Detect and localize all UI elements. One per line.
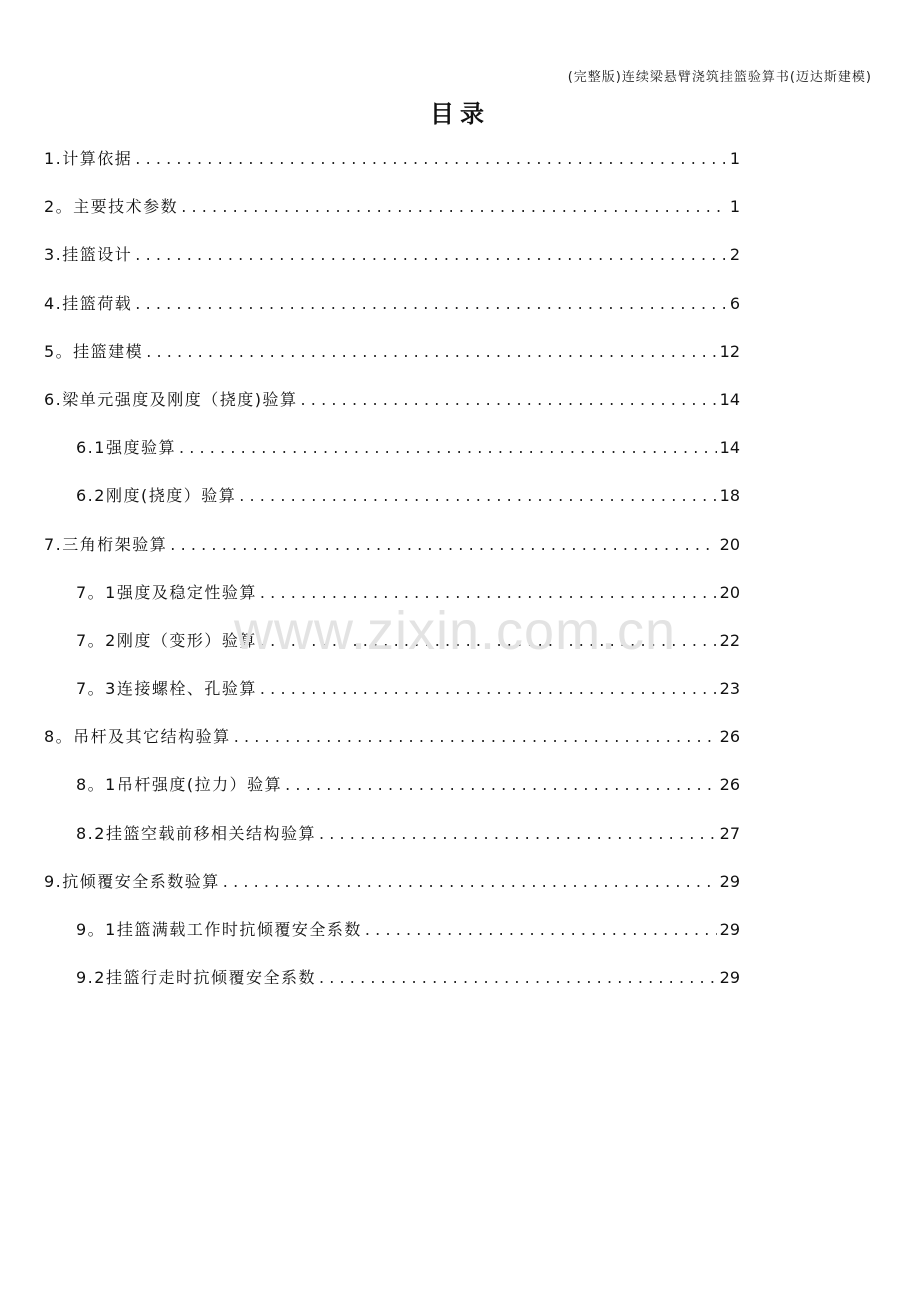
toc-entry[interactable]	[44, 138, 740, 186]
toc-leader-dots	[179, 427, 717, 469]
toc-subentry[interactable]	[44, 909, 740, 957]
toc-entry[interactable]	[44, 716, 740, 764]
toc-entry-page: 29	[719, 920, 740, 939]
toc-entry[interactable]	[44, 524, 740, 572]
toc-entry[interactable]	[44, 283, 740, 331]
toc-leader-dots	[260, 620, 717, 662]
toc-subentry[interactable]	[44, 668, 740, 716]
toc-leader-dots	[319, 957, 717, 999]
toc-entry-label: 9。1挂篮满载工作时抗倾覆安全系数	[76, 920, 362, 939]
toc-subentry[interactable]	[44, 427, 740, 475]
toc-entry-page: 14	[719, 389, 740, 409]
toc-entry-page: 1	[729, 197, 740, 217]
toc-entry-label: 7。1强度及稳定性验算	[76, 582, 257, 602]
toc-leader-dots	[135, 138, 727, 180]
toc-entry-label: 9.抗倾覆安全系数验算	[44, 871, 220, 891]
toc-subentry[interactable]	[44, 764, 740, 812]
toc-subentry[interactable]	[44, 957, 740, 1005]
toc-entry-page: 27	[719, 823, 740, 843]
toc-entry-label: 2。主要技术参数	[44, 197, 179, 217]
toc-entry-page: 29	[719, 968, 740, 988]
toc-entry[interactable]	[44, 861, 740, 909]
watermark-text: www.zixin.com.cn	[234, 601, 677, 661]
toc-entry-label: 6.1强度验算	[76, 438, 176, 458]
toc-entry[interactable]	[44, 186, 740, 234]
toc-entry-page: 23	[719, 679, 740, 699]
table-of-contents	[44, 138, 740, 1005]
toc-entry-page: 26	[719, 727, 740, 747]
toc-leader-dots	[365, 909, 717, 951]
toc-entry-label: 8。吊杆及其它结构验算	[44, 727, 231, 747]
toc-entry[interactable]	[44, 379, 740, 427]
toc-entry-label: 5。挂篮建模	[44, 341, 144, 361]
toc-subentry[interactable]	[44, 813, 740, 861]
toc-leader-dots	[260, 572, 717, 614]
toc-entry-label: 6.梁单元强度及刚度（挠度)验算	[44, 389, 298, 409]
toc-leader-dots	[239, 475, 716, 517]
toc-entry-page: 22	[719, 630, 740, 650]
toc-entry-page: 20	[719, 582, 740, 602]
toc-leader-dots	[223, 861, 717, 903]
toc-entry-page: 18	[719, 486, 740, 506]
toc-entry-page: 14	[719, 438, 740, 458]
toc-entry-label: 7。2刚度（变形）验算	[76, 630, 257, 650]
toc-entry-label: 3.挂篮设计	[44, 245, 133, 265]
toc-leader-dots	[170, 524, 716, 566]
page-title: 目录	[430, 100, 490, 128]
toc-leader-dots	[135, 283, 727, 325]
toc-entry-label: 8。1吊杆强度(拉力）验算	[76, 775, 283, 795]
toc-leader-dots	[285, 764, 717, 806]
toc-subentry[interactable]	[44, 620, 740, 668]
toc-leader-dots	[260, 668, 717, 710]
toc-entry-label: 1.计算依据	[44, 149, 133, 168]
toc-entry-page: 2	[729, 245, 740, 265]
toc-entry-label: 7.三角桁架验算	[44, 534, 168, 554]
toc-leader-dots	[135, 234, 727, 276]
toc-entry-page: 29	[719, 871, 740, 891]
toc-entry-page: 6	[729, 293, 740, 313]
toc-entry-page: 20	[719, 534, 740, 554]
toc-leader-dots	[319, 813, 717, 855]
toc-entry-label: 6.2刚度(挠度）验算	[76, 486, 237, 506]
toc-entry-label: 9.2挂篮行走时抗倾覆安全系数	[76, 968, 316, 988]
toc-leader-dots	[234, 716, 717, 758]
toc-leader-dots	[301, 379, 717, 421]
toc-entry-page: 12	[719, 341, 740, 361]
toc-entry-label: 4.挂篮荷载	[44, 293, 133, 313]
toc-subentry[interactable]	[44, 572, 740, 620]
toc-entry-label: 7。3连接螺栓、孔验算	[76, 679, 257, 699]
toc-entry[interactable]	[44, 331, 740, 379]
toc-leader-dots	[181, 186, 727, 228]
toc-entry-page: 1	[729, 149, 740, 168]
toc-leader-dots	[146, 331, 716, 373]
toc-subentry[interactable]	[44, 475, 740, 523]
toc-entry-label: 8.2挂篮空载前移相关结构验算	[76, 823, 316, 843]
document-header: (完整版)连续梁悬臂浇筑挂篮验算书(迈达斯建模)	[567, 70, 872, 85]
toc-entry[interactable]	[44, 234, 740, 282]
toc-entry-page: 26	[719, 775, 740, 795]
